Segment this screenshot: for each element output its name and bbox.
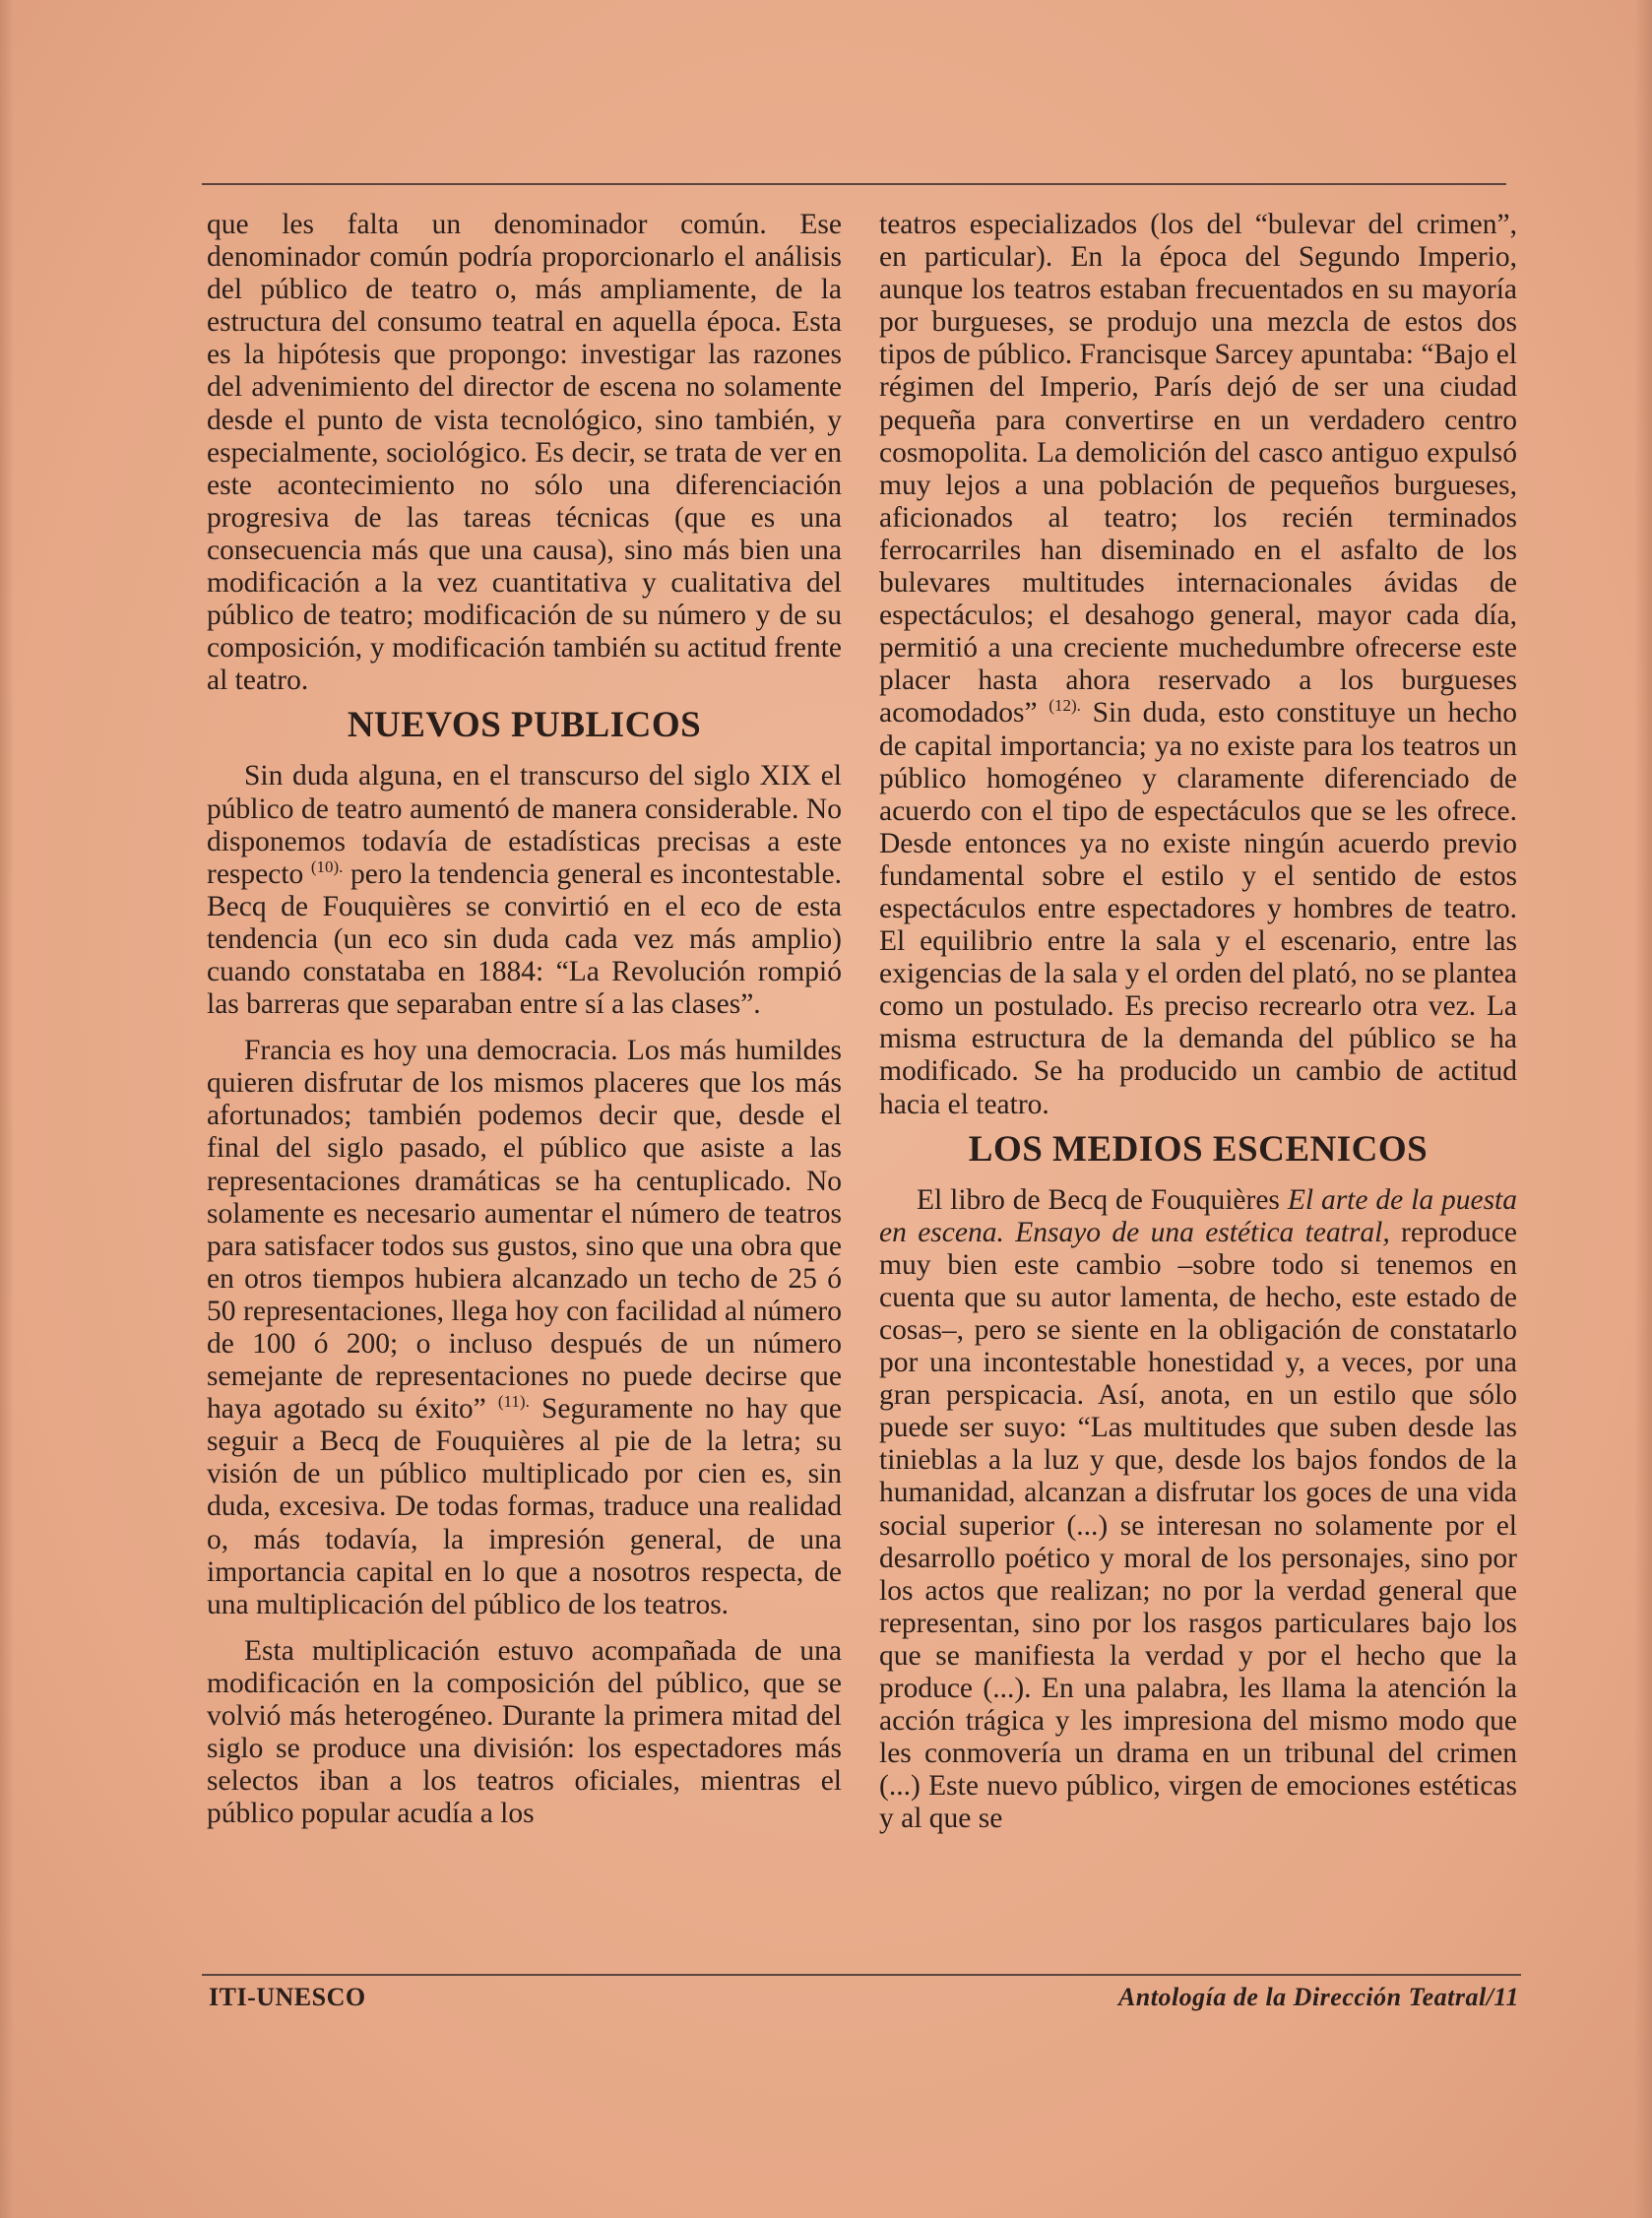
left-column (207, 209, 842, 1830)
book-title: El arte de la puesta en escena. Ensayo de una estética teatral, (879, 1183, 1518, 1248)
paper-edge-left (0, 0, 14, 2218)
paragraph (879, 1184, 1517, 1836)
paragraph: que les falta un denominador común. Ese denominador común podría proporcionarlo el análisis del público de teatro o, más ampliamente, de la estructura del consumo teatral en aquella época. Esta es la hipótesis que propongo: investigar las razones del advenimiento del director de escena no solamente desde el punto de vista tecnológico, sino también, y especialmente, sociológico. Es decir, se trata de ver en este acontecimiento no sólo una diferenciación progresiva de las tareas técnicas (que es una consecuencia más que una causa), sino más bien una modificación a la vez cuantitativa y cualitativa del público de teatro; modificación de su número y de su composición, y modificación también su actitud frente al teatro. (207, 209, 842, 697)
paragraph (207, 1035, 842, 1621)
paragraph: Esta multiplicación estuvo acompañada de una modificación en la composición del público, que se volvió más heterogéneo. Durante la primera mitad del siglo se produce una división: los espectadores más selectos iban a los teatros oficiales, mientras el público popular acudía a los (207, 1634, 842, 1830)
footer-rule (202, 1974, 1521, 1976)
footer-publisher: ITI-UNESCO (209, 1983, 366, 2011)
text-run: Sin duda, esto constituye un hecho de capital importancia; ya no existe para los teatros un público homogéneo y claramente diferenciado de acuerdo con el tipo de espectáculos que se les ofrece. Desde entonces ya no existe ningún acuerdo previo fundamental sobre el estilo y el sentido de estos espectáculos entre espectadores y hombres de teatro. El equilibrio entre la sala y el escenario, entre las exigencias de la sala y el orden del plató, no se plantea como un postulado. Es preciso recrearlo otra vez. La misma estructura de la demanda del público se ha modificado. Se ha producido un cambio de actitud hacia el teatro. (879, 697, 1517, 1120)
text-run: teatros especializados (los del “bulevar del crimen”, en particular). En la época del Segundo Imperio, aunque los teatros estaban frecuentados en su mayoría por burgueses, se produjo una mezcla de estos dos tipos de público. Francisque Sarcey apuntaba: “Bajo el régimen del Imperio, París dejó de ser una ciudad pequeña para convertirse en un verdadero centro cosmopolita. La demolición del casco antiguo expulsó muy lejos a una población de pequeños burgueses, aficionados al teatro; los recién terminados ferrocarriles han diseminado en el asfalto de los bulevares multitudes internacionales ávidas de espectáculos; el desahogo general, mayor cada día, permitió a una creciente muchedumbre ofrecerse este placer hasta ahora reservado a los burgueses acomodados” (879, 209, 1517, 729)
footer-page-label: Antología de la Dirección Teatral/11 (1117, 1983, 1519, 2011)
text-run: reproduce muy bien este cambio –sobre todo si tenemos en cuenta que su autor lamenta, de hecho, este estado de cosas–, pero se siente en la obligación de constatarlo por una incontestable honestidad y, a veces, por una gran perspicacia. Así, anota, en un estilo que sólo puede ser suyo: “Las multitudes que suben desde las tinieblas a la luz y que, desde los bajos fondos de la humanidad, alcanzan a disfrutar los goces de una vida social superior (...) se interesan no solamente por el desarrollo poético y moral de los personajes, sino por los actos que realizan; no por la verdad general que representan, sino por los rasgos particulares bajo los que se manifiesta la verdad y por el hecho que la produce (...). En una palabra, les llama la atención la acción trágica y les impresiona del mismo modo que les conmovería un drama en un tribunal del crimen (...) Este nuevo público, virgen de emociones estéticas y al que se (879, 1216, 1517, 1835)
footnote-ref-12: (12). (1048, 696, 1081, 716)
footnote-ref-11: (11). (497, 1392, 530, 1412)
paragraph (207, 760, 842, 1021)
section-heading-medios-escenicos: LOS MEDIOS ESCENICOS (968, 1128, 1429, 1170)
right-column (879, 209, 1517, 1836)
header-rule (202, 183, 1506, 185)
text-run: Sin duda alguna, en el transcurso del siglo XIX el público de teatro aumentó de manera considerable. No disponemos todavía de estadísticas precisas a este respecto (207, 760, 842, 890)
paper-edge-right (1634, 0, 1652, 2218)
text-run: Francia es hoy una democracia. Los más humildes quieren disfrutar de los mismos placeres que los más afortunados; también podemos decir que, desde el final del siglo pasado, el público que asiste a las representaciones dramáticas se ha centuplicado. No solamente es necesario aumentar el número de teatros para satisfacer todos sus gustos, sino que una obra que en otros tiempos hubiera alcanzado un techo de 25 ó 50 representaciones, llega hoy con facilidad al número de 100 ó 200; o incluso después de un número semejante de representaciones no puede decirse que haya agotado su éxito” (207, 1035, 842, 1426)
footnote-ref-10: (10). (310, 856, 344, 876)
text-run: El libro de Becq de Fouquières (917, 1183, 1288, 1216)
text-run: pero la tendencia general es incontestable. Becq de Fouquières se convirtió en el eco de esta tendencia (un eco sin duda cada vez más amplio) cuando constataba en 1884: “La Revolución rompió las barreras que separaban entre sí a las clases”. (207, 857, 842, 1021)
section-heading-nuevos-publicos: NUEVOS PUBLICOS (347, 705, 702, 746)
text-run: Seguramente no hay que seguir a Becq de Fouquières al pie de la letra; su visión de un público multiplicado por cien es, sin duda, excesiva. De todas formas, traduce una realidad o, más todavía, la impresión general, de una importancia capital en lo que a nosotros respecta, de una multiplicación del público de los teatros. (207, 1393, 842, 1620)
paragraph (879, 209, 1517, 1121)
